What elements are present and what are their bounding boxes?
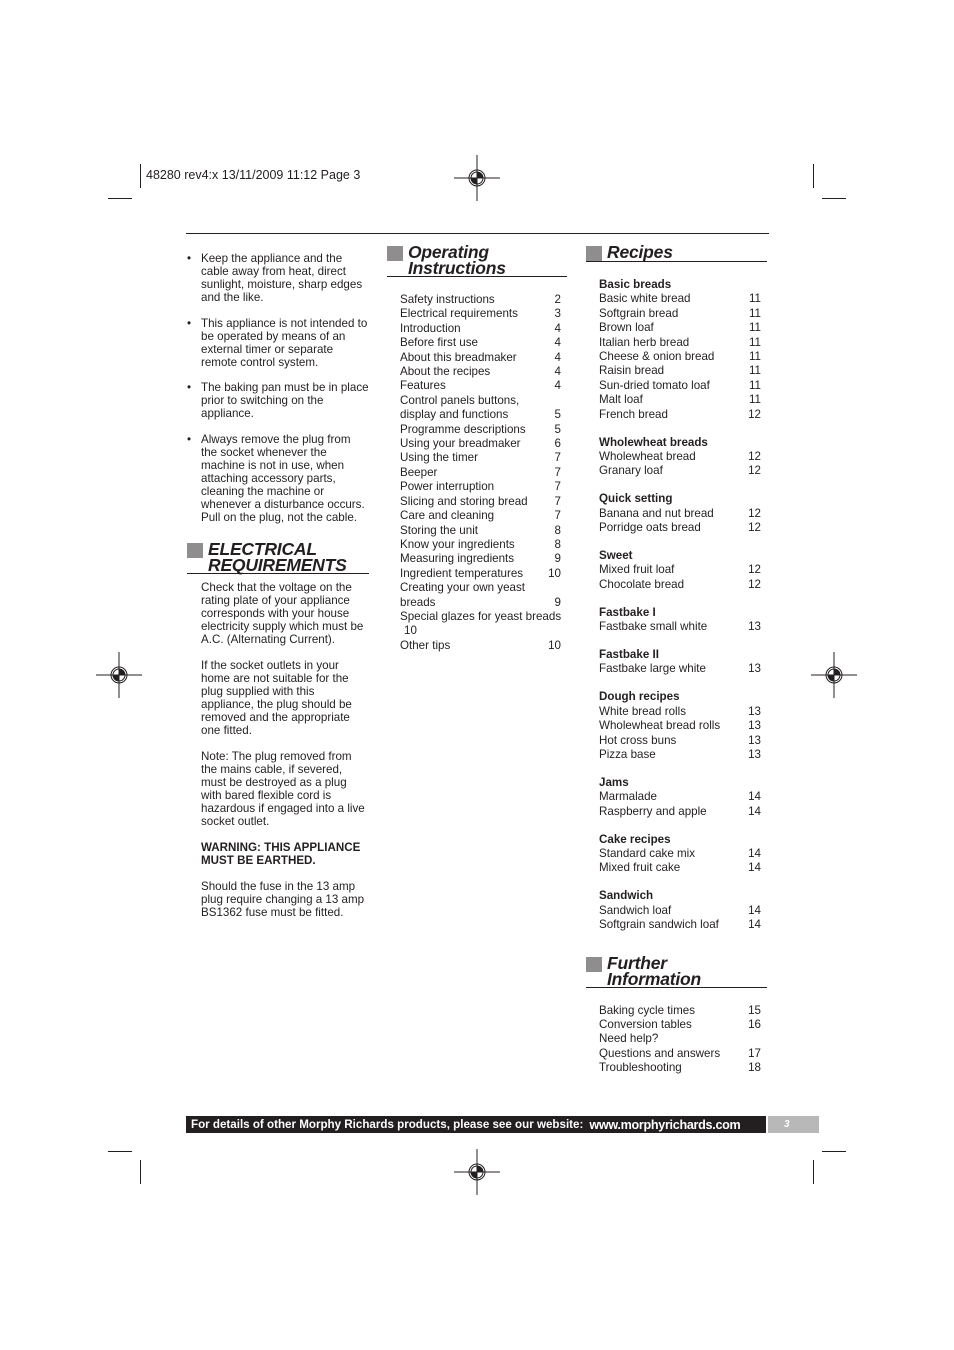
registration-mark-icon xyxy=(96,652,142,698)
recipe-group-heading: Wholewheat breads xyxy=(599,435,708,449)
toc-label: Safety instructions xyxy=(400,293,495,306)
recipe-item xyxy=(599,408,767,422)
electrical-title-line1: ELECTRICAL xyxy=(208,538,317,559)
toc-label: Slicing and storing bread xyxy=(400,494,528,508)
recipe-label: Porridge oats bread xyxy=(599,521,701,535)
recipe-group-heading: Cake recipes xyxy=(599,832,671,846)
toc-page: 10 xyxy=(548,638,561,652)
recipe-page: 11 xyxy=(748,364,761,378)
registration-mark-icon xyxy=(811,652,857,698)
recipe-label: Fastbake small white xyxy=(599,620,708,634)
recipe-item xyxy=(599,705,767,719)
recipe-label: Basic white bread xyxy=(599,292,691,306)
recipe-item xyxy=(599,307,767,321)
toc-page: 3 xyxy=(554,307,561,321)
toc-label: Programme descriptions xyxy=(400,422,526,436)
recipe-label: Softgrain bread xyxy=(599,306,679,320)
safety-bullet: • Always remove the plug from the socket whenever the machine is not in use, when attaching accessory parts, cleaning the machine or whenever a disturbance occurs. Pull on the plug, not the cable. xyxy=(187,433,369,524)
recipe-item xyxy=(599,790,767,804)
recipe-group xyxy=(599,549,767,592)
recipe-page: 13 xyxy=(748,704,761,718)
recipe-label: Malt loaf xyxy=(599,393,643,407)
recipe-page: 12 xyxy=(748,449,761,463)
crop-mark xyxy=(108,198,132,199)
footer-text: For details of other Morphy Richards products, please see our website: xyxy=(191,1118,584,1131)
toc-page: 8 xyxy=(554,537,561,551)
recipe-label: French bread xyxy=(599,407,668,421)
toc-label: Power interruption xyxy=(400,480,495,494)
crop-mark xyxy=(813,1160,814,1184)
recipe-page: 11 xyxy=(748,306,761,320)
recipe-page: 12 xyxy=(748,521,761,535)
further-page: 15 xyxy=(748,1003,761,1017)
recipe-group xyxy=(599,833,767,876)
recipe-page: 11 xyxy=(748,292,761,306)
toc-label: About the recipes xyxy=(400,365,491,379)
further-page: 17 xyxy=(748,1046,761,1060)
toc-page: 4 xyxy=(554,321,561,335)
recipe-item xyxy=(599,292,767,306)
toc-item xyxy=(400,351,567,365)
toc-page: 7 xyxy=(554,480,561,494)
toc-page: 7 xyxy=(554,451,561,465)
recipe-page: 14 xyxy=(748,790,761,804)
recipe-page: 13 xyxy=(748,747,761,761)
toc-label: Know your ingredients xyxy=(400,537,515,551)
recipe-page: 12 xyxy=(748,464,761,478)
crop-mark xyxy=(822,198,846,199)
recipe-item xyxy=(599,734,767,748)
toc-label: Before first use xyxy=(400,336,478,350)
further-page: 16 xyxy=(748,1017,761,1031)
print-slug: 48280 rev4:x 13/11/2009 11:12 Page 3 xyxy=(146,168,361,182)
further-item xyxy=(599,1018,767,1032)
recipe-group xyxy=(599,436,767,479)
recipe-page: 14 xyxy=(748,847,761,860)
toc-page: 4 xyxy=(554,365,561,379)
column-safety-electrical xyxy=(187,252,369,932)
crop-mark xyxy=(813,164,814,188)
recipe-page: 11 xyxy=(748,350,761,364)
further-item xyxy=(599,1032,767,1046)
recipe-label: Marmalade xyxy=(599,790,657,804)
recipe-item xyxy=(599,350,767,364)
recipe-group-heading: Jams xyxy=(599,775,629,789)
recipe-group-heading: Dough recipes xyxy=(599,690,680,704)
toc-label: Using your breadmaker xyxy=(400,437,521,451)
recipe-label: White bread rolls xyxy=(599,704,686,718)
recipe-label: Wholewheat bread xyxy=(599,449,696,463)
toc-item xyxy=(400,336,567,350)
column-recipes xyxy=(586,244,767,1089)
recipe-item xyxy=(599,464,767,478)
toc-label: Using the timer xyxy=(400,451,478,465)
toc-label: Ingredient temperatures xyxy=(400,566,524,580)
fuse-note: Should the fuse in the 13 amp plug require changing a 13 amp BS1362 fuse must be fitted. xyxy=(201,879,365,919)
recipe-label: Hot cross buns xyxy=(599,733,677,747)
toc-label: Electrical requirements xyxy=(400,307,518,321)
recipe-label: Raspberry and apple xyxy=(599,804,707,818)
toc-item xyxy=(400,466,567,480)
recipe-page: 14 xyxy=(748,804,761,818)
further-title xyxy=(607,952,702,989)
recipe-page: 11 xyxy=(748,321,761,335)
recipe-page: 14 xyxy=(748,903,761,917)
recipe-page: 13 xyxy=(748,733,761,747)
further-label: Need help? xyxy=(599,1032,659,1046)
safety-bullet: • This appliance is not intended to be operated by means of an external timer or separate remote control system. xyxy=(187,317,369,369)
recipe-label: Raisin bread xyxy=(599,364,665,378)
website-link[interactable]: www.morphyrichards.com xyxy=(589,1117,741,1132)
top-rule xyxy=(186,233,769,234)
operating-title xyxy=(408,244,506,276)
toc-page: 4 xyxy=(554,350,561,364)
recipes-heading xyxy=(586,244,767,262)
crop-mark xyxy=(108,1151,132,1152)
registration-mark-icon xyxy=(454,1149,500,1195)
recipe-page: 12 xyxy=(748,506,761,520)
recipe-page: 11 xyxy=(748,393,761,407)
operating-title-line1: Operating xyxy=(408,242,489,262)
recipe-item xyxy=(599,748,767,762)
page-number: 3 xyxy=(768,1116,819,1133)
recipe-label: Standard cake mix xyxy=(599,847,696,860)
toc-page: 4 xyxy=(554,336,561,350)
electrical-heading xyxy=(187,538,369,575)
toc-item xyxy=(400,567,567,581)
recipe-label: Cheese & onion bread xyxy=(599,350,715,364)
heading-square-icon xyxy=(586,957,602,972)
toc-page: 10 xyxy=(404,624,417,638)
toc-page: 2 xyxy=(554,293,561,306)
recipe-item xyxy=(599,918,767,932)
toc-item xyxy=(400,322,567,336)
recipe-item xyxy=(599,336,767,350)
toc-item xyxy=(400,480,567,494)
electrical-title xyxy=(208,538,347,575)
recipe-item xyxy=(599,861,767,875)
recipe-group-heading: Basic breads xyxy=(599,278,672,291)
toc-page: 9 xyxy=(554,552,561,566)
electrical-paragraph: Note: The plug removed from the mains cable, if severed, must be destroyed as a plug with bared flexible cord is hazardous if engaged into a live socket outlet. xyxy=(201,749,365,828)
further-label: Troubleshooting xyxy=(599,1061,682,1075)
recipe-item xyxy=(599,620,767,634)
further-item xyxy=(599,1004,767,1018)
recipe-label: Banana and nut bread xyxy=(599,506,714,520)
recipe-group-heading: Sandwich xyxy=(599,889,654,903)
toc-item xyxy=(400,552,567,566)
toc-page: 8 xyxy=(554,523,561,537)
recipe-page: 14 xyxy=(748,918,761,932)
recipe-group xyxy=(599,278,767,422)
toc-item xyxy=(400,379,567,393)
recipes-title: Recipes xyxy=(607,242,673,262)
toc-item xyxy=(400,307,567,321)
toc-page: 9 xyxy=(554,595,561,609)
toc-page: 7 xyxy=(554,509,561,523)
toc-item xyxy=(400,581,567,610)
recipe-label: Sun-dried tomato loaf xyxy=(599,378,710,392)
electrical-title-line2: REQUIREMENTS xyxy=(208,554,347,575)
recipe-item xyxy=(599,662,767,676)
heading-square-icon xyxy=(387,246,403,261)
further-page xyxy=(741,1032,767,1046)
recipe-page: 12 xyxy=(748,407,761,421)
recipe-item xyxy=(599,393,767,407)
toc-page: 7 xyxy=(554,494,561,508)
toc-label: Creating your own yeast breads xyxy=(400,581,526,609)
toc-item xyxy=(400,495,567,509)
safety-bullets xyxy=(187,252,369,524)
recipe-group xyxy=(599,606,767,635)
recipe-page: 13 xyxy=(748,719,761,733)
recipe-group xyxy=(599,492,767,535)
crop-mark xyxy=(822,1151,846,1152)
recipe-page: 14 xyxy=(748,861,761,875)
further-title-line1: Further xyxy=(607,952,667,973)
earthing-warning: WARNING: THIS APPLIANCE MUST BE EARTHED. xyxy=(201,840,361,867)
recipe-item xyxy=(599,719,767,733)
recipe-label: Granary loaf xyxy=(599,464,663,478)
recipe-groups xyxy=(586,278,767,933)
recipe-group xyxy=(599,776,767,819)
footer-bar xyxy=(186,1116,766,1133)
crop-mark xyxy=(140,164,141,188)
recipe-label: Mixed fruit loaf xyxy=(599,563,675,577)
recipe-label: Mixed fruit cake xyxy=(599,861,681,875)
recipe-group-heading: Fastbake II xyxy=(599,648,659,662)
further-page: 18 xyxy=(748,1061,761,1075)
further-item xyxy=(599,1047,767,1061)
recipe-item xyxy=(599,904,767,918)
safety-bullet: • Keep the appliance and the cable away from heat, direct sunlight, moisture, sharp edges and the like. xyxy=(187,252,369,304)
toc-page: 6 xyxy=(554,437,561,451)
toc-label: Control panels buttons, display and functions xyxy=(400,393,520,422)
recipe-page: 12 xyxy=(748,577,761,591)
recipe-label: Italian herb bread xyxy=(599,335,690,349)
registration-mark-icon xyxy=(454,155,500,201)
further-title-line2: Information xyxy=(607,968,702,989)
toc-item xyxy=(400,524,567,538)
toc-page: 5 xyxy=(554,422,561,436)
recipe-item xyxy=(599,521,767,535)
toc-page: 5 xyxy=(554,408,561,422)
recipe-label: Fastbake large white xyxy=(599,662,706,676)
operating-heading xyxy=(387,244,567,277)
recipe-item xyxy=(599,379,767,393)
toc-label: Care and cleaning xyxy=(400,509,495,523)
toc-item xyxy=(400,610,567,639)
toc-item xyxy=(400,423,567,437)
toc-item xyxy=(400,437,567,451)
recipe-page: 11 xyxy=(748,335,761,349)
recipe-group-heading: Sweet xyxy=(599,549,633,562)
recipe-page: 13 xyxy=(748,620,761,634)
toc-page: 4 xyxy=(554,379,561,393)
recipe-page: 12 xyxy=(748,563,761,577)
electrical-paragraph: Check that the voltage on the rating plate of your appliance corresponds with your house electricity supply which must be A.C. (Alternating Current). xyxy=(201,580,364,646)
toc-label: About this breadmaker xyxy=(400,350,517,364)
recipe-item xyxy=(599,563,767,577)
toc-item xyxy=(400,365,567,379)
column-operating xyxy=(387,244,567,653)
toc-label: Special glazes for yeast breads xyxy=(400,609,562,623)
recipe-item xyxy=(599,847,767,861)
recipe-label: Wholewheat bread rolls xyxy=(599,719,721,733)
toc-label: Measuring ingredients xyxy=(400,552,515,566)
toc-item xyxy=(400,451,567,465)
recipe-item xyxy=(599,578,767,592)
further-label: Conversion tables xyxy=(599,1017,692,1031)
recipe-group xyxy=(599,648,767,677)
toc-label: Storing the unit xyxy=(400,523,478,537)
toc-item xyxy=(400,538,567,552)
toc-item xyxy=(400,394,567,423)
toc-label: Introduction xyxy=(400,321,461,335)
heading-square-icon xyxy=(187,543,203,558)
further-heading xyxy=(586,952,767,989)
toc-page: 7 xyxy=(554,465,561,479)
safety-bullet: • The baking pan must be in place prior to switching on the appliance. xyxy=(187,381,369,420)
toc-label: Features xyxy=(400,379,446,393)
further-item xyxy=(599,1061,767,1075)
recipe-label: Sandwich loaf xyxy=(599,903,672,917)
further-list xyxy=(599,1004,767,1076)
further-label: Questions and answers xyxy=(599,1046,721,1060)
operating-toc xyxy=(400,293,567,653)
recipe-item xyxy=(599,507,767,521)
toc-item xyxy=(400,509,567,523)
recipe-page: 11 xyxy=(748,378,761,392)
recipe-item xyxy=(599,364,767,378)
heading-square-icon xyxy=(586,246,602,261)
further-label: Baking cycle times xyxy=(599,1003,696,1017)
operating-title-line2: Instructions xyxy=(408,258,506,278)
recipe-label: Pizza base xyxy=(599,747,656,761)
toc-label: Beeper xyxy=(400,465,438,479)
recipe-group-heading: Fastbake I xyxy=(599,605,656,619)
recipe-group xyxy=(599,889,767,932)
recipe-item xyxy=(599,450,767,464)
toc-label: Other tips xyxy=(400,638,451,652)
recipe-label: Brown loaf xyxy=(599,321,654,335)
recipe-page: 13 xyxy=(748,662,761,676)
recipe-group-heading: Quick setting xyxy=(599,492,673,506)
recipe-item xyxy=(599,805,767,819)
recipe-group xyxy=(599,690,767,762)
toc-item xyxy=(400,639,567,653)
crop-mark xyxy=(140,1160,141,1184)
recipe-label: Chocolate bread xyxy=(599,577,685,591)
recipe-label: Softgrain sandwich loaf xyxy=(599,918,719,932)
recipe-item xyxy=(599,321,767,335)
electrical-paragraph: If the socket outlets in your home are not suitable for the plug supplied with this appliance, the plug should be removed and the appropriate one fitted. xyxy=(201,658,352,737)
toc-item xyxy=(400,293,567,307)
toc-page: 10 xyxy=(548,566,561,580)
